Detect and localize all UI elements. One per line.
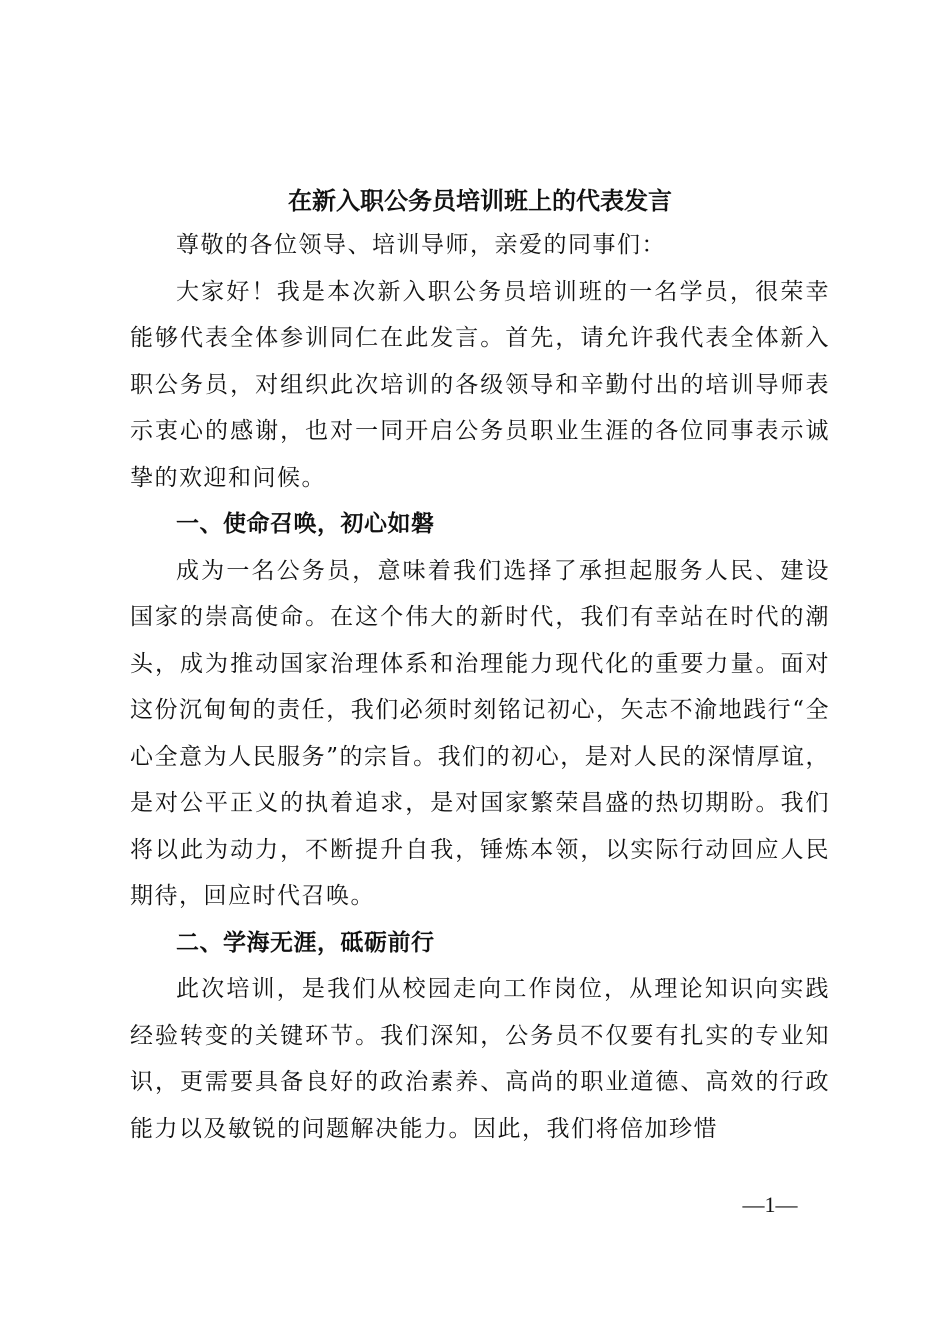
section-heading-1: 一、使命召唤，初心如磐 [176,511,435,537]
section-heading-2: 二、学海无涯，砥砺前行 [176,929,435,956]
intro-paragraph: 大家好！我是本次新入职公务员培训班的一名学员，很荣幸能够代表全体参训同仁在此发言。首先，请允许我代表全体新入职公务员，对组织此次培训的各级领导和辛勤付出的培训导师表示衷心的感谢，也对一同开启公务员职业生涯的各位同事表示诚挚的欢迎和问候。 [130,278,830,491]
page-number: —1— [742,1192,798,1217]
section-paragraph-2: 此次培训，是我们从校园走向工作岗位，从理论知识向实践经验转变的关键环节。我们深知，公务员不仅要有扎实的专业知识，更需要具备良好的政治素养、高尚的职业道德、高效的行政能力以及敏锐的问题解决能力。因此，我们将倍加珍惜 [130,976,830,1142]
salutation: 尊敬的各位领导、培训导师，亲爱的同事们： [176,232,666,258]
section-paragraph-1: 成为一名公务员，意味着我们选择了承担起服务人民、建设国家的崇高使命。在这个伟大的新时代，我们有幸站在时代的潮头，成为推动国家治理体系和治理能力现代化的重要力量。面对这份沉甸甸的责任，我们必须时刻铭记初心，矢志不渝地践行“全心全意为人民服务”的宗旨。我们的初心，是对人民的深情厚谊，是对公平正义的执着追求，是对国家繁荣昌盛的热切期盼。我们将以此为动力，不断提升自我，锤炼本领，以实际行动回应人民期待，回应时代召唤。 [130,557,830,909]
document-title: 在新入职公务员培训班上的代表发言 [288,186,672,215]
document-body [130,180,830,1152]
